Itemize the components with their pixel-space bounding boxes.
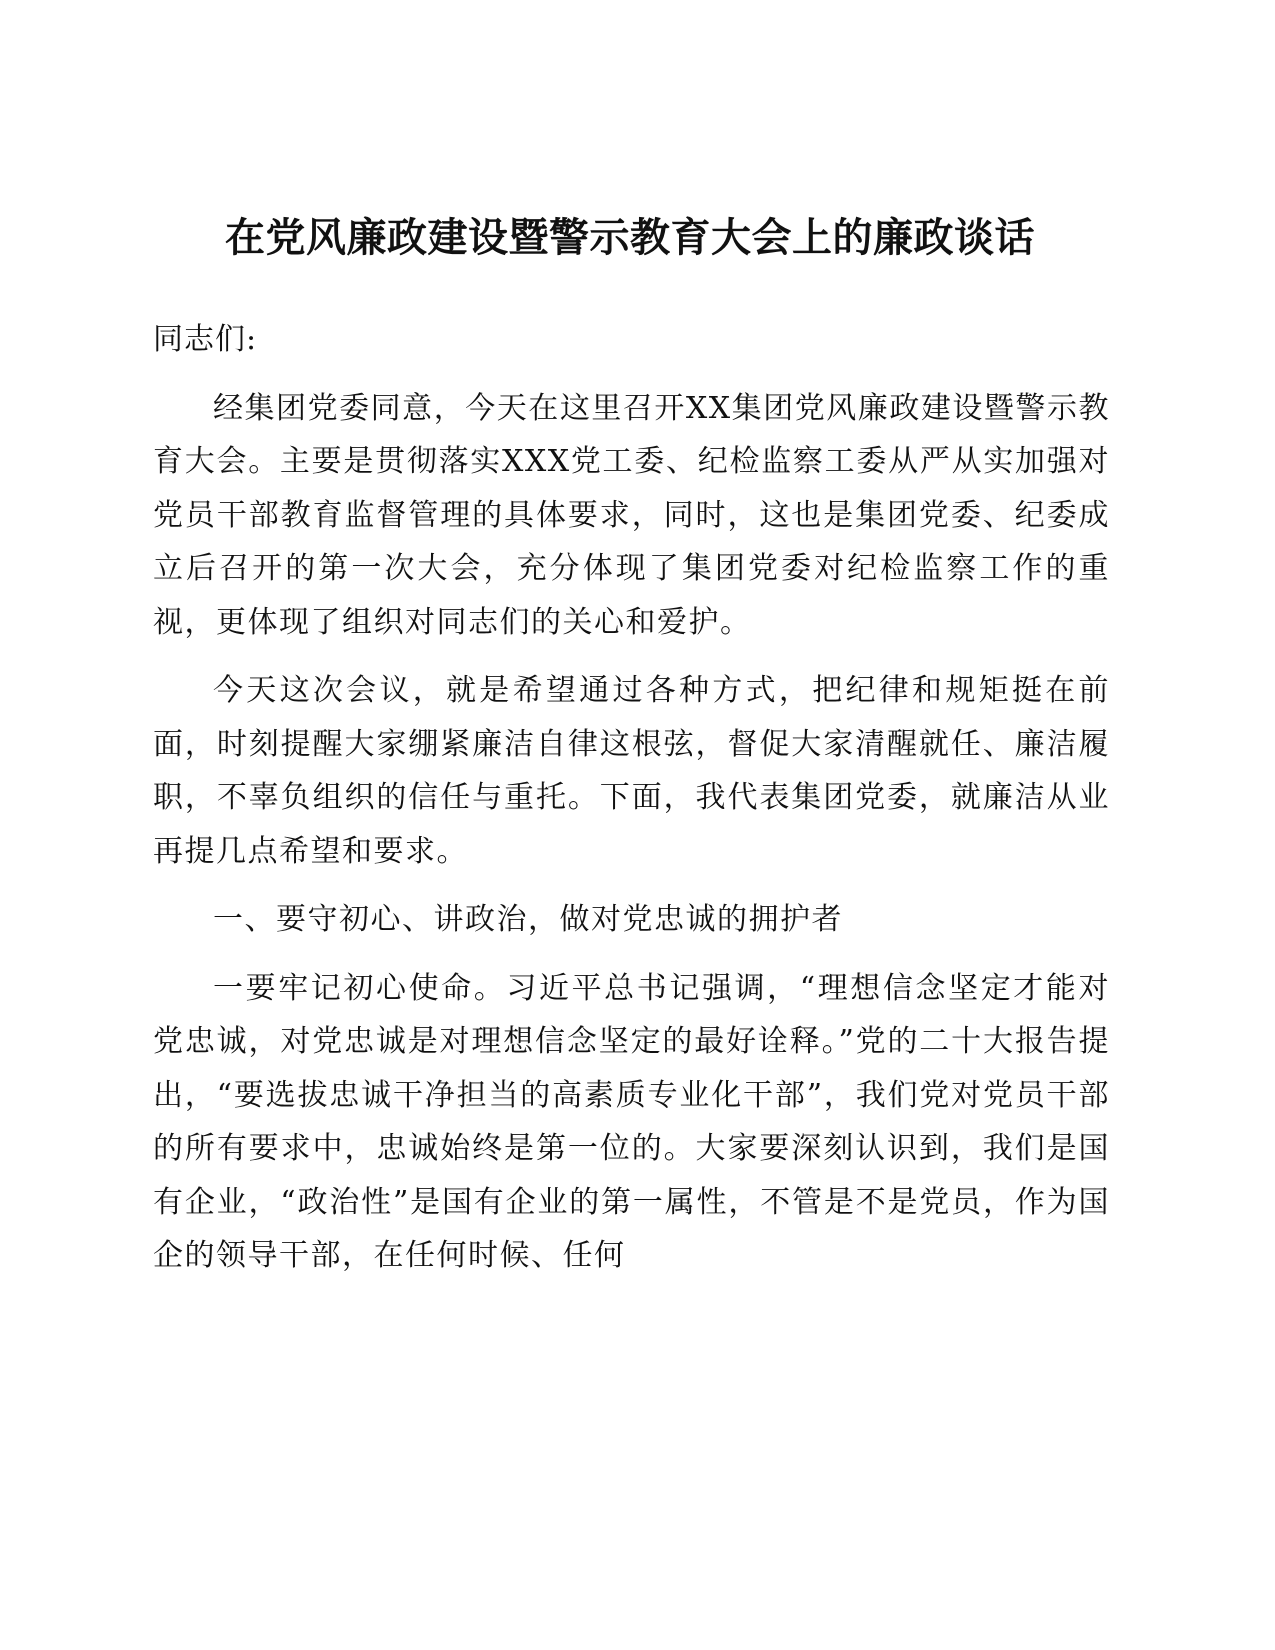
paragraph-intro: 经集团党委同意，今天在这里召开XX集团党风廉政建设暨警示教育大会。主要是贯彻落实XXX党工委、纪检监察工委从严从实加强对党员干部教育监督管理的具体要求，同时，这也是集团党委、纪委成立后召开的第一次大会，充分体现了集团党委对纪检监察工作的重视，更体现了组织对同志们的关心和爱护。 [153,390,1110,640]
page-title: 在党风廉政建设暨警示教育大会上的廉政谈话 [225,215,1035,261]
section-paragraph: 一要牢记初心使命。习近平总书记强调，“理想信念坚定才能对党忠诚，对党忠诚是对理想信念坚定的最好诠释。”党的二十大报告提出，“要选拔忠诚干净担当的高素质专业化干部”，我们党对党员干部的所有要求中，忠诚始终是第一位的。大家要深刻认识到，我们是国有企业，“政治性”是国有企业的第一属性，不管是不是党员，作为国企的领导干部，在任何时候、任何 [153,970,1110,1273]
paragraph-purpose: 今天这次会议，就是希望通过各种方式，把纪律和规矩挺在前面，时刻提醒大家绷紧廉洁自律这根弦，督促大家清醒就任、廉洁履职，不辜负组织的信任与重托。下面，我代表集团党委，就廉洁从业再提几点希望和要求。 [153,673,1110,869]
section-heading: 一、要守初心、讲政治，做对党忠诚的拥护者 [213,902,843,937]
document-body [153,313,1110,1298]
salutation: 同志们: [153,322,258,357]
